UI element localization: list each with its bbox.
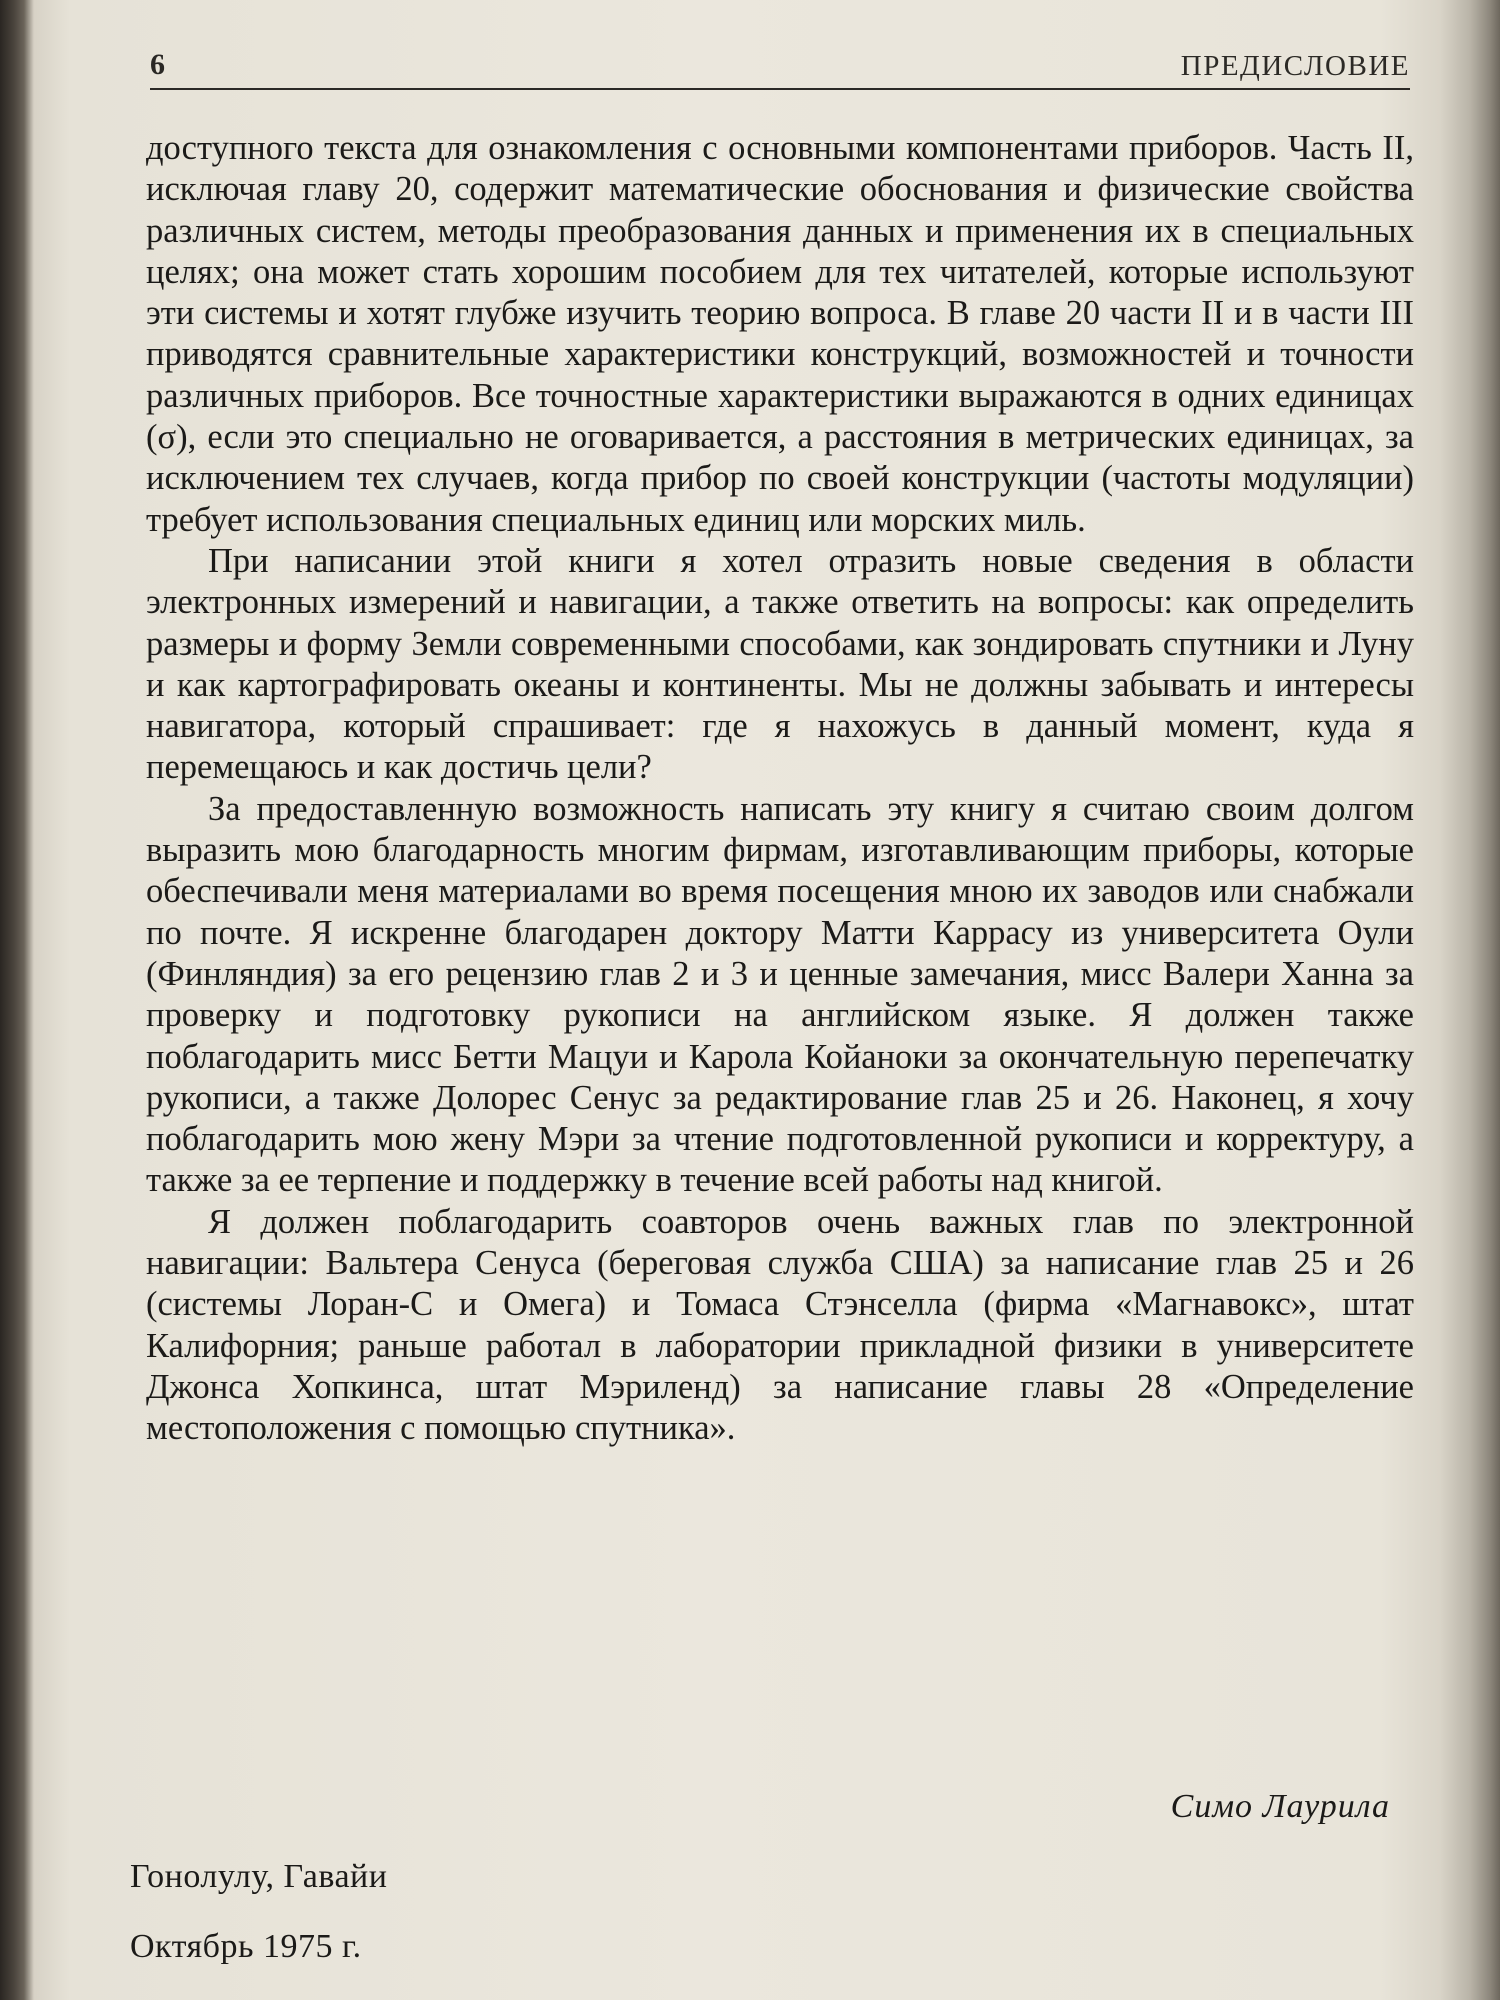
book-page: [120, 30, 1420, 1980]
place-line: Гонолулу, Гавайи: [130, 1858, 388, 1895]
running-title: ПРЕДИСЛОВИЕ: [1180, 50, 1410, 82]
date-line: Октябрь 1975 г.: [130, 1928, 362, 1965]
author-signature: Симо Лаурила: [1170, 1788, 1390, 1825]
preface-body: [146, 128, 1414, 1450]
paragraph-1: доступного текста для ознакомления с основными компонентами приборов. Часть II, исключая главу 20, содержит математические обоснования и физические свойства различных систем, методы преобразования данных и применения их в специальных целях; она может стать хорошим пособием для тех читателей, которые используют эти системы и хотят глубже изучить теорию вопроса. В главе 20 части II и в части III приводятся сравнительные характеристики конструкций, возможностей и точности различных приборов. Все точностные характеристики выражаются в одних единицах (σ), если это специально не оговаривается, а расстояния в метрических единицах, за исключением тех случаев, когда прибор по своей конструкции (частоты модуляции) требует использования специальных единиц или морских миль.: [146, 129, 1414, 539]
paragraph-4: Я должен поблагодарить соавторов очень важных глав по электронной навигации: Вальтера Сенуса (береговая служба США) за написание глав 25 и 26 (системы Лоран-С и Омега) и Томаса Стэнселла (фирма «Магнавокс», штат Калифорния; раньше работал в лаборатории прикладной физики в университете Джонса Хопкинса, штат Мэриленд) за написание главы 28 «Определение местоположения с помощью спутника».: [146, 1202, 1414, 1448]
header-divider: [150, 88, 1410, 90]
page-header: [150, 42, 1410, 92]
paragraph-3: За предоставленную возможность написать эту книгу я считаю своим долгом выразить мою благодарность многим фирмам, изготавливающим приборы, которые обеспечивали меня материалами во время посещения мною их заводов или снабжали по почте. Я искренне благодарен доктору Матти Каррасу из университета Оули (Финляндия) за его рецензию глав 2 и 3 и ценные замечания, мисс Валери Ханна за проверку и подготовку рукописи на английском языке. Я должен также поблагодарить мисс Бетти Мацуи и Карола Койаноки за окончательную перепечатку рукописи, а также Долорес Сенус за редактирование глав 25 и 26. Наконец, я хочу поблагодарить мою жену Мэри за чтение подготовленной рукописи и корректуру, а также за ее терпение и поддержку в течение всей работы над книгой.: [146, 789, 1414, 1200]
paragraph-2: При написании этой книги я хотел отразить новые сведения в области электронных измерений и навигации, а также ответить на вопросы: как определить размеры и форму Земли современными способами, как зондировать спутники и Луну и как картографировать океаны и континенты. Мы не должны забывать и интересы навигатора, который спрашивает: где я нахожусь в данный момент, куда я перемещаюсь и как достичь цели?: [146, 541, 1414, 787]
page-number: 6: [150, 48, 165, 81]
